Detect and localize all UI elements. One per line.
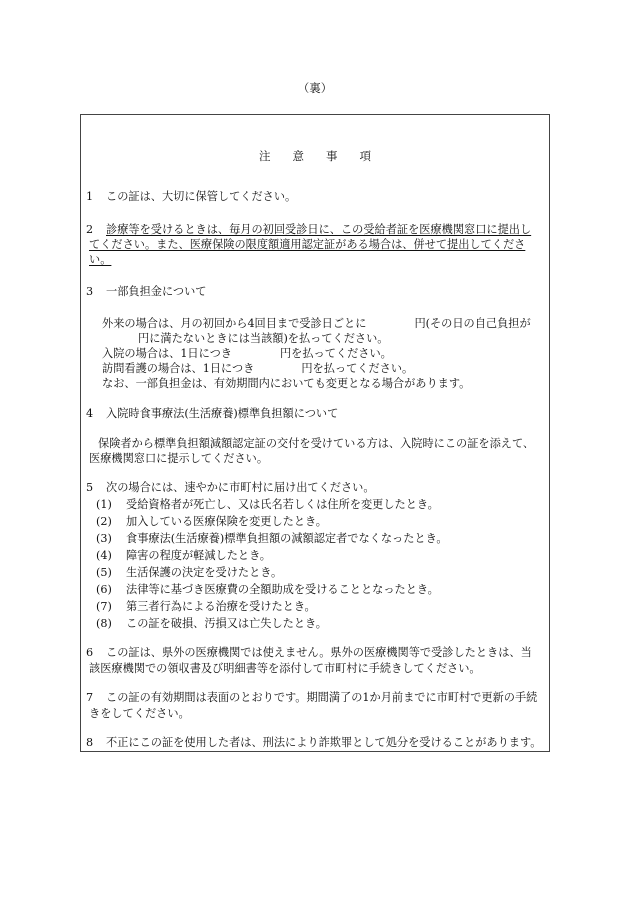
item-number: 2 — [86, 223, 94, 236]
item-2-line-2: てください。また、医療保険の限度額適用認定証がある場合は、併せて提出してくださ — [89, 238, 526, 251]
item-text: 円(その日の自己負担が — [414, 317, 531, 330]
item-text: 一部負担金について — [106, 285, 207, 298]
item-number: 4 — [86, 407, 94, 420]
item-text: この証の有効期間は表面のとおりです。期間満了の1か月前までに市町村で更新の手続 — [106, 691, 538, 704]
sub-number: (4) — [96, 549, 112, 562]
sub-text: 法律等に基づき医療費の全額助成を受けることとなったとき。 — [126, 583, 439, 596]
item-4-line-2: 医療機関窓口に提示してください。 — [89, 452, 269, 465]
item-2-line-1 — [86, 222, 531, 238]
sub-text: 生活保護の決定を受けたとき。 — [126, 566, 283, 579]
item-text: 入院時食事療法(生活療養)標準負担額について — [106, 407, 339, 420]
sub-number: (7) — [96, 600, 112, 613]
item-5-sub-4 — [96, 548, 271, 564]
item-text: 診療等を受けるときは、毎月の初回受診日に、この受給者証を医療機関窓口に提出し — [106, 223, 532, 236]
item-3-outpatient-cont: 円に満たないときには当該額)を払ってください。 — [138, 332, 389, 345]
title-char: 事 — [326, 149, 338, 163]
item-3-note: なお、一部負担金は、有効期間内においても変更となる場合があります。 — [102, 377, 471, 390]
item-3-inpatient — [102, 346, 392, 362]
item-text: この証は、県外の医療機関では使えません。県外の医療機関等で受診したときは、当 — [106, 646, 532, 659]
item-5-sub-3 — [96, 531, 448, 547]
item-number: 3 — [86, 285, 94, 298]
title-char: 項 — [359, 149, 371, 163]
item-3-outpatient — [102, 316, 531, 332]
sub-number: (6) — [96, 583, 112, 596]
sub-number: (8) — [96, 617, 112, 630]
item-text: 入院の場合は、1日につき — [102, 347, 232, 360]
item-text: 円を払ってください。 — [279, 347, 392, 360]
item-5-sub-2 — [96, 514, 327, 530]
item-1 — [86, 189, 296, 205]
item-text: 不正にこの証を使用した者は、刑法により詐欺罪として処分を受けることがあります。 — [106, 736, 542, 749]
item-text: 次の場合には、速やかに市町村に届け出てください。 — [106, 481, 375, 494]
item-number: 7 — [86, 691, 94, 704]
item-5-sub-8 — [96, 616, 327, 632]
sub-text: 食事療法(生活療養)標準負担額の減額認定者でなくなったとき。 — [126, 532, 448, 545]
item-4-heading — [86, 406, 338, 422]
item-6-line-1 — [86, 645, 532, 661]
item-5-sub-7 — [96, 599, 316, 615]
sub-number: (2) — [96, 515, 112, 528]
item-6-line-2: 該医療機関での領収書及び明細書等を添付して市町村に手続きしてください。 — [89, 662, 481, 675]
item-3-home-nursing — [102, 361, 413, 377]
sub-text: 加入している医療保険を変更したとき。 — [126, 515, 327, 528]
item-5-heading — [86, 480, 375, 496]
item-5-sub-5 — [96, 565, 282, 581]
sub-number: (5) — [96, 566, 112, 579]
sub-number: (3) — [96, 532, 112, 545]
title-char: 意 — [292, 149, 304, 163]
item-number: 5 — [86, 481, 94, 494]
sub-number: (1) — [96, 498, 112, 511]
item-5-sub-6 — [96, 582, 439, 598]
item-7-line-1 — [86, 690, 537, 706]
sub-text: 第三者行為による治療を受けたとき。 — [126, 600, 316, 613]
item-7-line-2: きをしてください。 — [89, 707, 190, 720]
item-number: 6 — [86, 646, 94, 659]
sub-text: 障害の程度が軽減したとき。 — [126, 549, 271, 562]
item-3-heading — [86, 284, 206, 300]
item-text: この証は、大切に保管してください。 — [106, 190, 297, 203]
item-number: 8 — [86, 736, 94, 749]
item-number: 1 — [86, 190, 94, 203]
page-side-label: （裏） — [297, 81, 333, 95]
notes-title — [80, 148, 550, 164]
item-8 — [86, 735, 541, 751]
item-text: 円を払ってください。 — [301, 362, 414, 375]
sub-text: この証を破損、汚損又は亡失したとき。 — [126, 617, 327, 630]
item-4-line-1: 保険者から標準負担額減額認定証の交付を受けている方は、入院時にこの証を添えて、 — [98, 437, 535, 450]
item-text: 外来の場合は、月の初回から4回目まで受診日ごとに — [102, 317, 367, 330]
item-2-line-3: い。 — [89, 253, 112, 266]
title-char: 注 — [259, 149, 271, 163]
item-5-sub-1 — [96, 497, 439, 513]
item-text: 訪問看護の場合は、1日につき — [102, 362, 255, 375]
sub-text: 受給資格者が死亡し、又は氏名若しくは住所を変更したとき。 — [126, 498, 439, 511]
